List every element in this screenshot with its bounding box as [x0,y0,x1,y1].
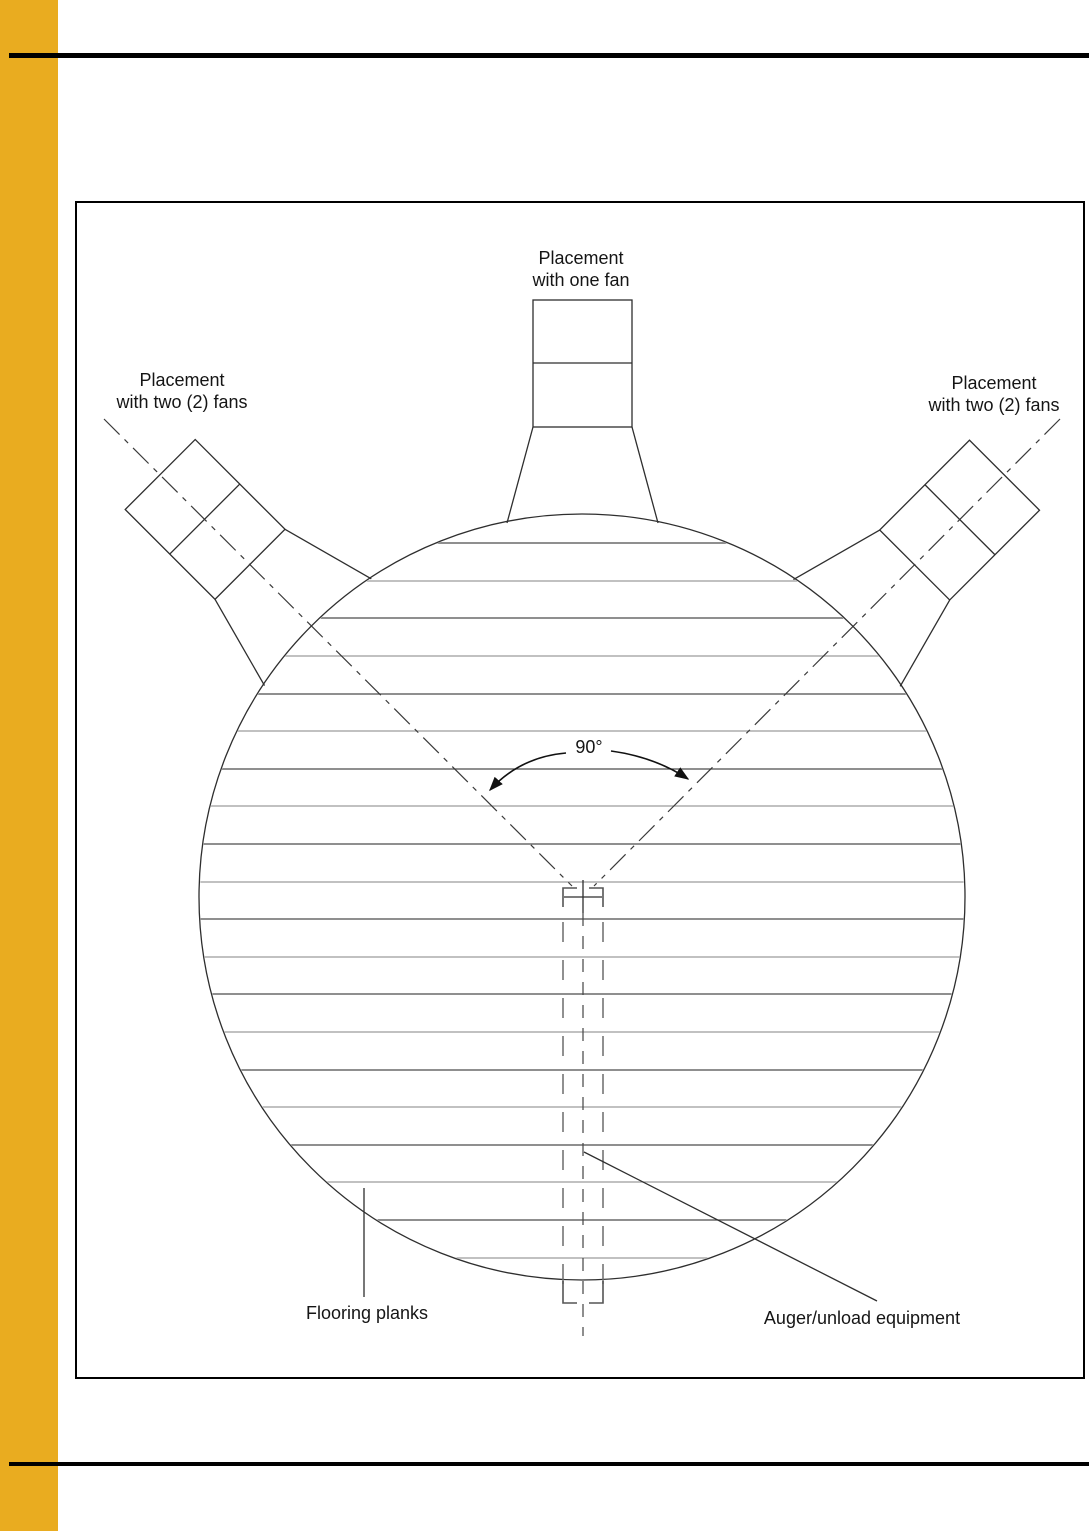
angle-arc-left [490,753,566,790]
left-fan-label-line1: Placement [139,370,225,390]
flooring-planks-label: Flooring planks [305,1303,429,1323]
angle-label: 90° [575,737,603,757]
right-fan-label-line2: with two (2) fans [928,395,1060,415]
top-fan [507,300,658,523]
auger-leader-line [584,1152,877,1301]
top-fan-label-line2: with one fan [532,270,630,290]
angle-arc-right [611,751,688,779]
left-fan-centerline [104,419,572,886]
left-fan-label-line2: with two (2) fans [116,392,248,412]
diagram-frame [76,202,1084,1378]
right-fan-label-line1: Placement [951,373,1037,393]
right-fan-centerline [594,419,1060,886]
auger-unload-label: Auger/unload equipment [763,1308,961,1328]
top-fan-label-line1: Placement [538,248,624,268]
